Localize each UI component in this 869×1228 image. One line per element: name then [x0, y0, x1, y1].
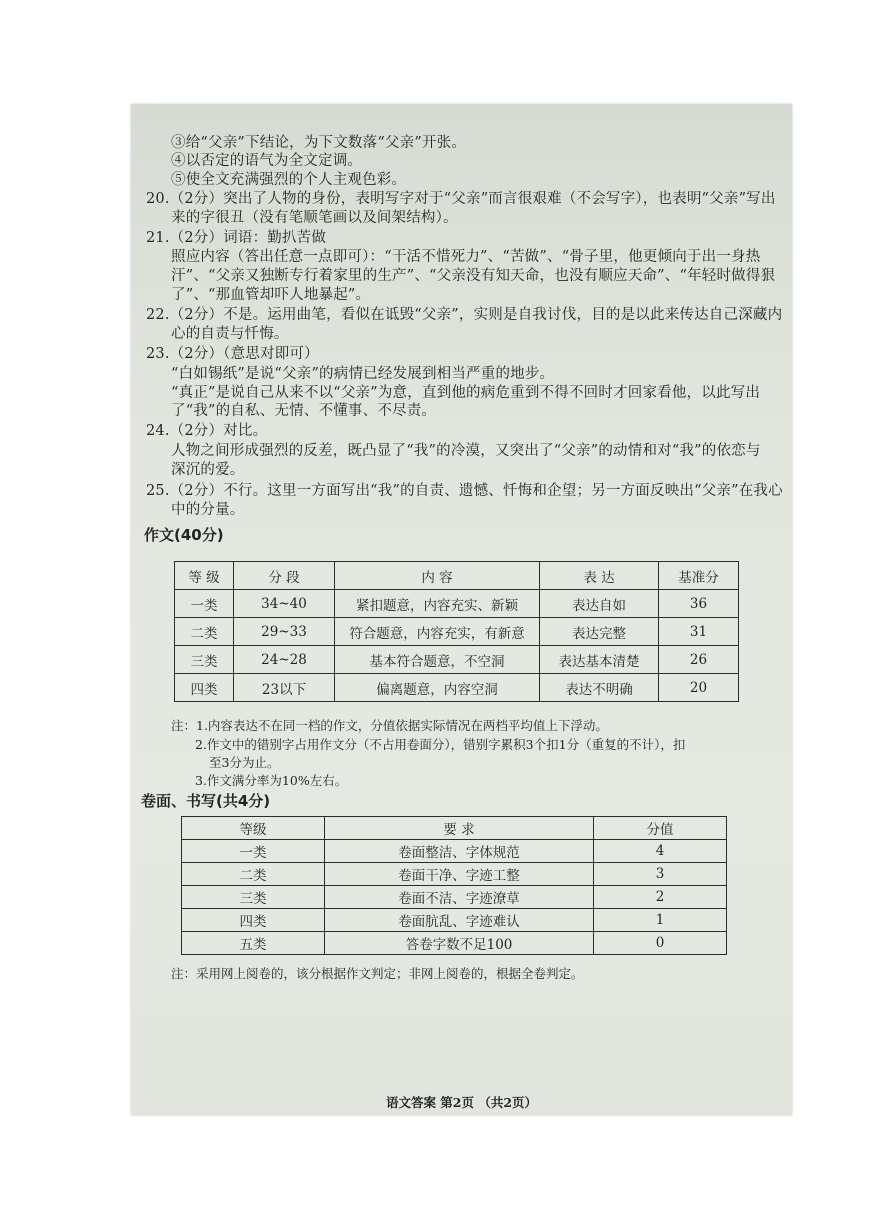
table-cell: 符合题意，内容充实，有新意	[335, 618, 540, 646]
table-cell: 29~33	[234, 618, 335, 646]
page-footer: 语文答案 第2页 （共2页）	[385, 1095, 538, 1110]
table-row	[182, 909, 727, 932]
answer-line: 心的自责与忏悔。	[171, 326, 289, 342]
table-cell: 表达完整	[540, 618, 659, 646]
table-cell: 卷面整洁、字体规范	[325, 840, 594, 863]
table-header-row	[175, 562, 739, 590]
answer-line: 了“我”的自私、无情、不懂事、不尽责。	[171, 403, 437, 419]
answer-line: 中的分量。	[171, 502, 245, 518]
table-cell: 紧扣题意，内容充实、新颖	[335, 590, 540, 618]
handwriting-note: 注：采用网上阅卷的，该分根据作文判定；非网上阅卷的，根据全卷判定。	[171, 966, 584, 981]
answer-line: ④以否定的语气为全文定调。	[171, 153, 363, 169]
table-cell: 3	[594, 863, 727, 886]
table-cell: 24~28	[234, 646, 335, 674]
table-cell: 表达自如	[540, 590, 659, 618]
table-header-cell: 等级	[182, 817, 325, 840]
table-row	[175, 646, 739, 674]
table-cell: 31	[659, 618, 739, 646]
table-header-cell: 表 达	[540, 562, 659, 590]
table-row	[182, 886, 727, 909]
table-cell: 36	[659, 590, 739, 618]
answer-line: 来的字很丑（没有笔顺笔画以及间架结构）。	[171, 210, 458, 226]
table-cell: 2	[594, 886, 727, 909]
table-cell: 卷面肮乱、字迹难认	[325, 909, 594, 932]
answer-line: 24.（2分）对比。	[146, 423, 268, 439]
essay-note: 注：1.内容表达不在同一档的作文，分值依据实际情况在两档平均值上下浮动。	[171, 718, 608, 733]
answer-line: 23.（2分）（意思对即可）	[146, 346, 319, 362]
essay-note: 至3分为止。	[209, 755, 280, 770]
answer-line: 了”、“那血管却吓人地暴起”。	[171, 287, 371, 303]
essay-heading: 作文(40分)	[144, 526, 224, 544]
answer-line: ⑤使全文充满强烈的个人主观色彩。	[171, 172, 407, 188]
table-cell: 答卷字数不足100	[325, 932, 594, 955]
answer-line: “白如锡纸”是说“父亲”的病情已经发展到相当严重的地步。	[171, 366, 555, 382]
answer-sheet-page	[131, 104, 792, 1115]
table-header-cell: 分 段	[234, 562, 335, 590]
answer-line: 22.（2分）不是。运用曲笔，看似在诋毁“父亲”，实则是自我讨伐，目的是以此来传达自己深藏内	[146, 307, 783, 323]
answer-line: 汗”、“父亲又独断专行着家里的生产”、“父亲没有知天命，也没有顺应天命”、“年轻时做得狠	[171, 268, 776, 284]
table-row	[182, 932, 727, 955]
table-cell: 1	[594, 909, 727, 932]
answer-line: 人物之间形成强烈的反差，既凸显了“我”的冷漠，又突出了“父亲”的动情和对“我”的依恋与	[171, 443, 761, 459]
table-row	[182, 863, 727, 886]
table-cell: 五类	[182, 932, 325, 955]
table-header-cell: 基准分	[659, 562, 739, 590]
table-cell: 二类	[175, 618, 234, 646]
essay-grading-table	[174, 561, 739, 702]
table-row	[175, 618, 739, 646]
table-cell: 表达基本清楚	[540, 646, 659, 674]
table-header-cell: 等 级	[175, 562, 234, 590]
table-header-cell: 内 容	[335, 562, 540, 590]
table-cell: 三类	[175, 646, 234, 674]
table-cell: 34~40	[234, 590, 335, 618]
answer-line: “真正”是说自己从来不以“父亲”为意，直到他的病危重到不得不回时才回家看他，以此写出	[171, 385, 761, 401]
answer-line: 25.（2分）不行。这里一方面写出“我”的自责、遗憾、忏悔和企望；另一方面反映出“父亲”在我心	[146, 483, 783, 499]
essay-note: 3.作文满分率为10%左右。	[195, 773, 348, 788]
answer-line: 照应内容（答出任意一点即可）：“干活不惜死力”、“苦做”、“骨子里，他更倾向于出一身热	[171, 249, 761, 265]
answer-line: 21.（2分）词语：勤扒苦做	[146, 230, 327, 246]
answer-line: 20.（2分）突出了人物的身份，表明写字对于“父亲”而言很艰难（不会写字），也表明“父亲”写出	[146, 191, 776, 207]
table-row	[182, 840, 727, 863]
table-cell: 偏离题意，内容空洞	[335, 674, 540, 702]
table-row	[175, 674, 739, 702]
table-cell: 二类	[182, 863, 325, 886]
answer-line: ③给“父亲”下结论，为下文数落“父亲”开张。	[171, 135, 467, 151]
table-cell: 卷面干净、字迹工整	[325, 863, 594, 886]
table-cell: 基本符合题意，不空洞	[335, 646, 540, 674]
table-cell: 卷面不洁、字迹潦草	[325, 886, 594, 909]
essay-note: 2.作文中的错别字占用作文分（不占用卷面分），错别字累积3个扣1分（重复的不计），扣	[195, 737, 686, 752]
table-cell: 表达不明确	[540, 674, 659, 702]
table-cell: 三类	[182, 886, 325, 909]
table-cell: 一类	[175, 590, 234, 618]
table-row	[175, 590, 739, 618]
table-cell: 四类	[175, 674, 234, 702]
table-cell: 20	[659, 674, 739, 702]
table-cell: 26	[659, 646, 739, 674]
table-cell: 0	[594, 932, 727, 955]
handwriting-heading: 卷面、书写(共4分)	[141, 792, 271, 810]
table-cell: 四类	[182, 909, 325, 932]
table-cell: 23以下	[234, 674, 335, 702]
table-header-cell: 分值	[594, 817, 727, 840]
answer-line: 深沉的爱。	[171, 462, 245, 478]
handwriting-grading-table	[181, 816, 727, 955]
table-header-row	[182, 817, 727, 840]
table-header-cell: 要 求	[325, 817, 594, 840]
table-cell: 一类	[182, 840, 325, 863]
table-cell: 4	[594, 840, 727, 863]
